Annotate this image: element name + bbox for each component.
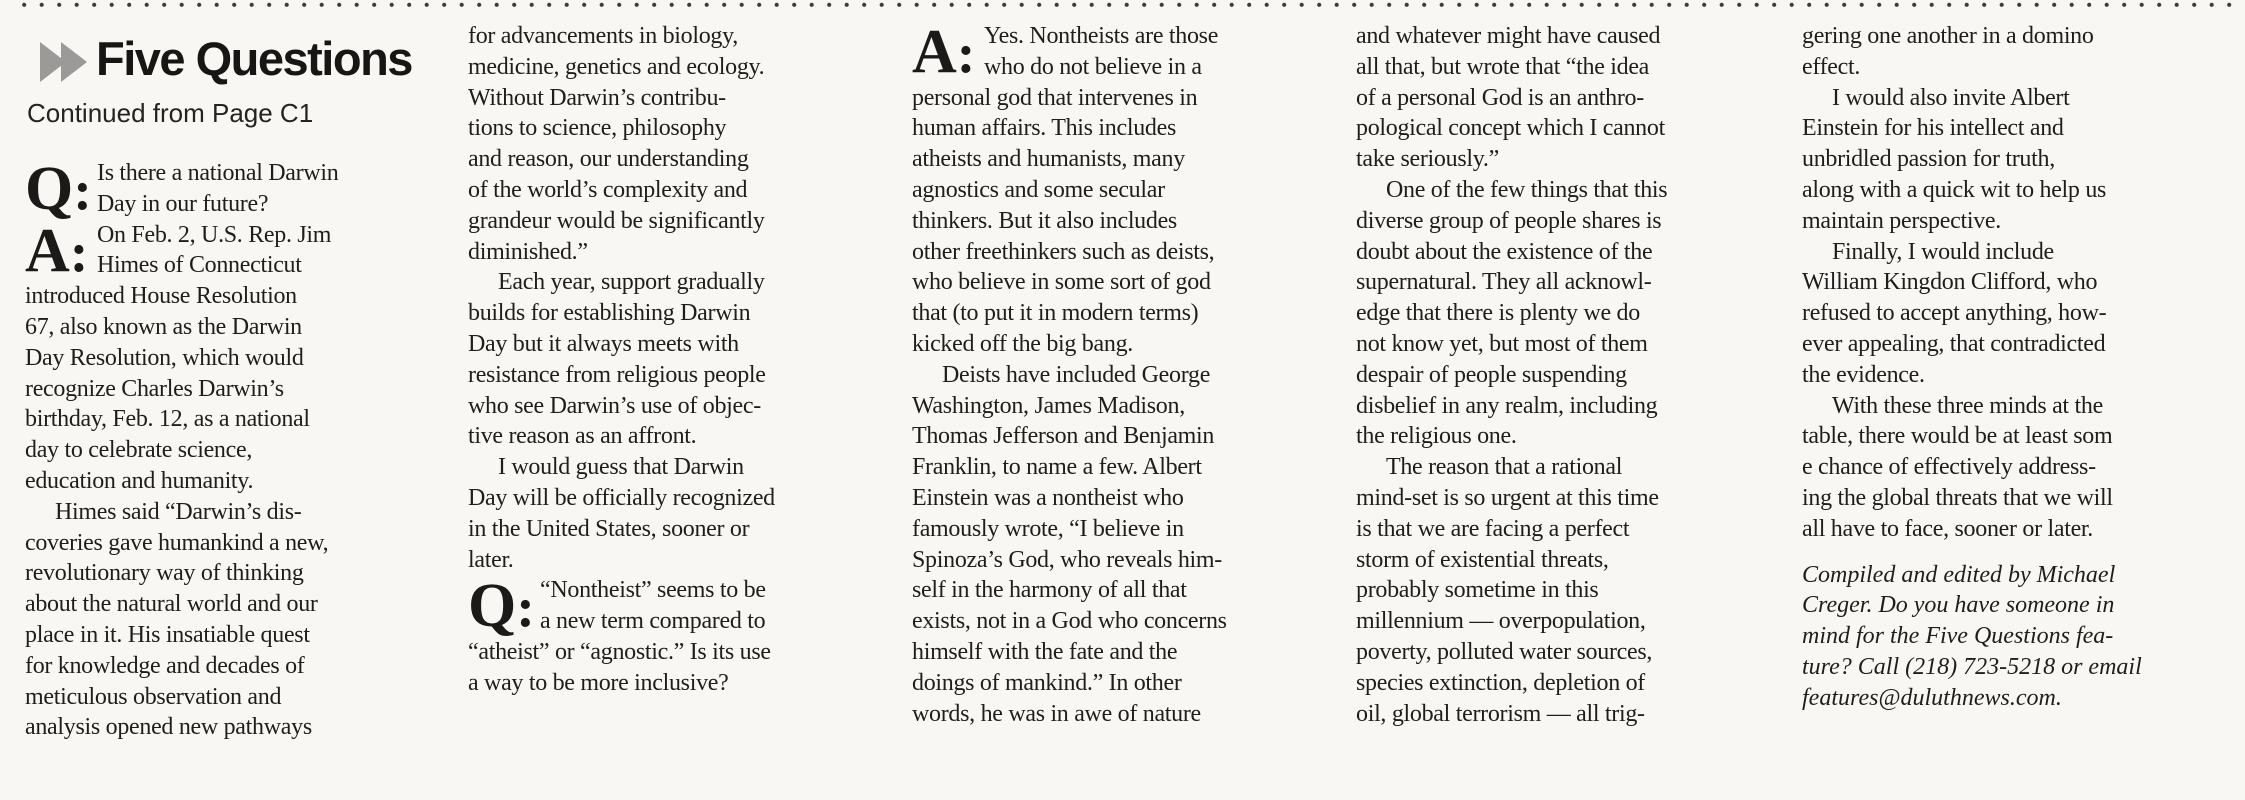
- text-line: kicked off the big bang.: [912, 330, 1133, 357]
- text-line: Himes said “Darwin’s dis-: [55, 498, 302, 525]
- dropcap-colon: :: [956, 23, 976, 85]
- paragraph-block: [468, 452, 800, 575]
- text-line: Himes of Connecticut: [97, 252, 302, 279]
- arrow-right-icon: [61, 42, 87, 82]
- paragraph-block: [1802, 21, 2162, 83]
- text-line: place in it. His insatiable quest: [25, 621, 310, 648]
- text-line: Franklin, to name a few. Albert: [912, 454, 1202, 481]
- article-column-2: [468, 21, 800, 699]
- text-line: is that we are facing a perfect: [1356, 515, 1630, 542]
- dotted-top-rule: [22, 2, 2235, 8]
- article-column-1: [25, 155, 347, 743]
- article-masthead: [40, 31, 412, 86]
- paragraph-block: [25, 497, 347, 743]
- text-line: resistance from religious people: [468, 361, 766, 388]
- text-line: disbelief in any realm, including: [1356, 392, 1658, 419]
- text-line: along with a quick wit to help us: [1802, 176, 2107, 203]
- paragraph-block: [468, 21, 800, 267]
- text-line: Without Darwin’s contribu-: [468, 84, 726, 111]
- text-line: Einstein was a nontheist who: [912, 484, 1184, 511]
- text-line: Einstein for his intellect and: [1802, 115, 2064, 142]
- dropcap-colon: :: [69, 221, 89, 284]
- paragraph-block: [1356, 21, 1708, 175]
- paragraph-block: [912, 360, 1262, 730]
- text-line: millennium — overpopulation,: [1356, 608, 1646, 635]
- credit-block: [1802, 560, 2162, 714]
- paragraph-block: [468, 637, 800, 699]
- text-line: a way to be more inclusive?: [468, 669, 729, 696]
- text-line: species extinction, depletion of: [1356, 669, 1645, 696]
- text-line: birthday, Feb. 12, as a national: [25, 406, 310, 433]
- text-line: all have to face, sooner or later.: [1802, 515, 2093, 542]
- text-line: unbridled passion for truth,: [1802, 146, 2055, 173]
- text-line: not know yet, but most of them: [1356, 330, 1648, 357]
- dropcap-letter: A: [912, 18, 957, 86]
- text-line: day to celebrate science,: [25, 437, 253, 464]
- text-line: 67, also known as the Darwin: [25, 313, 302, 340]
- dropcap-letter: A: [25, 216, 70, 285]
- text-line: Creger. Do you have someone in: [1802, 592, 2115, 619]
- text-line: refused to accept anything, how-: [1802, 300, 2107, 327]
- text-line: introduced House Resolution: [25, 283, 297, 310]
- article-column-3: [912, 18, 1262, 729]
- text-line: I would also invite Albert: [1832, 84, 2070, 111]
- text-line: medicine, genetics and ecology.: [468, 53, 765, 80]
- dropcap-letter: Q: [468, 572, 517, 641]
- dropcap-q: [468, 572, 535, 641]
- paragraph-block: [1802, 391, 2162, 545]
- text-line: personal god that intervenes in: [912, 84, 1198, 111]
- text-line: Yes. Nontheists are those: [984, 23, 1219, 49]
- text-line: Day in our future?: [97, 190, 269, 217]
- text-line: ing the global threats that we will: [1802, 484, 2113, 511]
- text-line: words, he was in awe of nature: [912, 700, 1201, 727]
- text-line: storm of existential threats,: [1356, 546, 1609, 573]
- text-line: analysis opened new pathways: [25, 714, 312, 741]
- text-line: probably sometime in this: [1356, 577, 1599, 604]
- paragraph-block: [1802, 83, 2162, 237]
- text-line: later.: [468, 546, 514, 573]
- question-block: [468, 572, 800, 641]
- text-line: pological concept which I cannot: [1356, 115, 1665, 142]
- dropcap-colon: :: [73, 160, 92, 222]
- text-line: exists, not in a God who concerns: [912, 608, 1227, 635]
- text-line: human affairs. This includes: [912, 115, 1176, 142]
- text-line: table, there would be at least som: [1802, 423, 2113, 450]
- text-line: all that, but wrote that “the idea: [1356, 53, 1650, 80]
- text-line: Finally, I would include: [1832, 238, 2054, 265]
- text-line: mind for the Five Questions fea-: [1802, 623, 2114, 650]
- text-line: “Nontheist” seems to be: [540, 577, 766, 604]
- text-line: Day will be officially recognized: [468, 484, 775, 511]
- paragraph-block: [1356, 452, 1708, 729]
- paragraph-block: [1356, 175, 1708, 452]
- text-line: who see Darwin’s use of objec-: [468, 392, 761, 419]
- article-column-5: [1802, 21, 2162, 714]
- text-line: tions to science, philosophy: [468, 115, 727, 142]
- text-line: doings of mankind.” In other: [912, 669, 1182, 696]
- text-line: who do not believe in a: [984, 53, 1202, 80]
- text-line: thinkers. But it also includes: [912, 207, 1177, 234]
- text-line: One of the few things that this: [1386, 176, 1668, 203]
- text-line: I would guess that Darwin: [498, 454, 744, 481]
- text-line: atheists and humanists, many: [912, 146, 1185, 173]
- text-line: the evidence.: [1802, 361, 1925, 388]
- text-line: e chance of effectively address-: [1802, 454, 2096, 481]
- dropcap-colon: :: [516, 577, 535, 640]
- text-line: Spinoza’s God, who reveals him-: [912, 546, 1222, 573]
- text-line: and whatever might have caused: [1356, 23, 1661, 49]
- text-line: supernatural. They all acknowl-: [1356, 269, 1652, 296]
- text-line: take seriously.”: [1356, 146, 1499, 173]
- dropcap-letter: Q: [25, 155, 74, 223]
- answer-block: [912, 18, 1262, 86]
- text-line: who believe in some sort of god: [912, 269, 1211, 296]
- paragraph-block: [468, 267, 800, 452]
- text-line: Washington, James Madison,: [912, 392, 1185, 419]
- double-arrow-icon: [40, 42, 87, 82]
- text-line: ture? Call (218) 723-5218 or email: [1802, 653, 2142, 680]
- text-line: ever appealing, that contradicted: [1802, 330, 2106, 357]
- text-line: doubt about the existence of the: [1356, 238, 1653, 265]
- text-line: himself with the fate and the: [912, 638, 1178, 665]
- text-line: edge that there is plenty we do: [1356, 300, 1640, 327]
- text-line: of the world’s complexity and: [468, 176, 748, 203]
- text-line: for knowledge and decades of: [25, 652, 305, 679]
- text-line: that (to put it in modern terms): [912, 300, 1199, 327]
- text-line: revolutionary way of thinking: [25, 560, 304, 587]
- text-line: for advancements in biology,: [468, 23, 738, 49]
- text-line: diverse group of people shares is: [1356, 207, 1662, 234]
- paragraph-block: [1802, 237, 2162, 391]
- text-line: effect.: [1802, 53, 1861, 80]
- text-line: in the United States, sooner or: [468, 515, 750, 542]
- text-line: tive reason as an affront.: [468, 423, 697, 450]
- text-line: Each year, support gradually: [498, 269, 765, 296]
- text-line: maintain perspective.: [1802, 207, 2001, 234]
- text-line: and reason, our understanding: [468, 146, 749, 173]
- text-line: grandeur would be significantly: [468, 207, 765, 234]
- text-line: Thomas Jefferson and Benjamin: [912, 423, 1215, 450]
- continued-from-note: Continued from Page C1: [27, 98, 314, 128]
- text-line: features@duluthnews.com.: [1802, 684, 2062, 711]
- text-line: diminished.”: [468, 238, 588, 265]
- text-line: about the natural world and our: [25, 591, 318, 618]
- text-line: self in the harmony of all that: [912, 577, 1187, 604]
- text-line: The reason that a rational: [1386, 454, 1623, 481]
- dropcap-a: [25, 216, 89, 285]
- text-line: Is there a national Darwin: [97, 160, 339, 186]
- text-line: mind-set is so urgent at this time: [1356, 484, 1659, 511]
- question-block: [25, 155, 347, 223]
- dropcap-a: [912, 18, 976, 86]
- text-line: “atheist” or “agnostic.” Is its use: [468, 638, 771, 665]
- text-line: of a personal God is an anthro-: [1356, 84, 1644, 111]
- text-line: other freethinkers such as deists,: [912, 238, 1215, 265]
- text-line: William Kingdon Clifford, who: [1802, 269, 2098, 296]
- article-title: Five Questions: [96, 32, 412, 85]
- text-line: Deists have included George: [942, 361, 1211, 388]
- text-line: despair of people suspending: [1356, 361, 1627, 388]
- text-line: Day Resolution, which would: [25, 344, 304, 371]
- article-column-4: [1356, 21, 1708, 729]
- paragraph-block: [912, 83, 1262, 360]
- text-line: gering one another in a domino: [1802, 23, 2094, 49]
- text-line: On Feb. 2, U.S. Rep. Jim: [97, 221, 332, 248]
- text-line: the religious one.: [1356, 423, 1517, 450]
- dropcap-q: [25, 155, 92, 223]
- text-line: meticulous observation and: [25, 683, 282, 710]
- text-line: coveries gave humankind a new,: [25, 529, 329, 556]
- text-line: oil, global terrorism — all trig-: [1356, 700, 1645, 727]
- text-line: famously wrote, “I believe in: [912, 515, 1184, 542]
- text-line: builds for establishing Darwin: [468, 300, 751, 327]
- text-line: a new term compared to: [540, 608, 766, 635]
- answer-block: [25, 216, 347, 285]
- text-line: With these three minds at the: [1832, 392, 2103, 419]
- paragraph-block: [25, 281, 347, 497]
- text-line: Day but it always meets with: [468, 330, 739, 357]
- text-line: Compiled and edited by Michael: [1802, 561, 2116, 588]
- text-line: poverty, polluted water sources,: [1356, 638, 1653, 665]
- text-line: agnostics and some secular: [912, 176, 1165, 203]
- text-line: recognize Charles Darwin’s: [25, 375, 284, 402]
- text-line: education and humanity.: [25, 467, 254, 494]
